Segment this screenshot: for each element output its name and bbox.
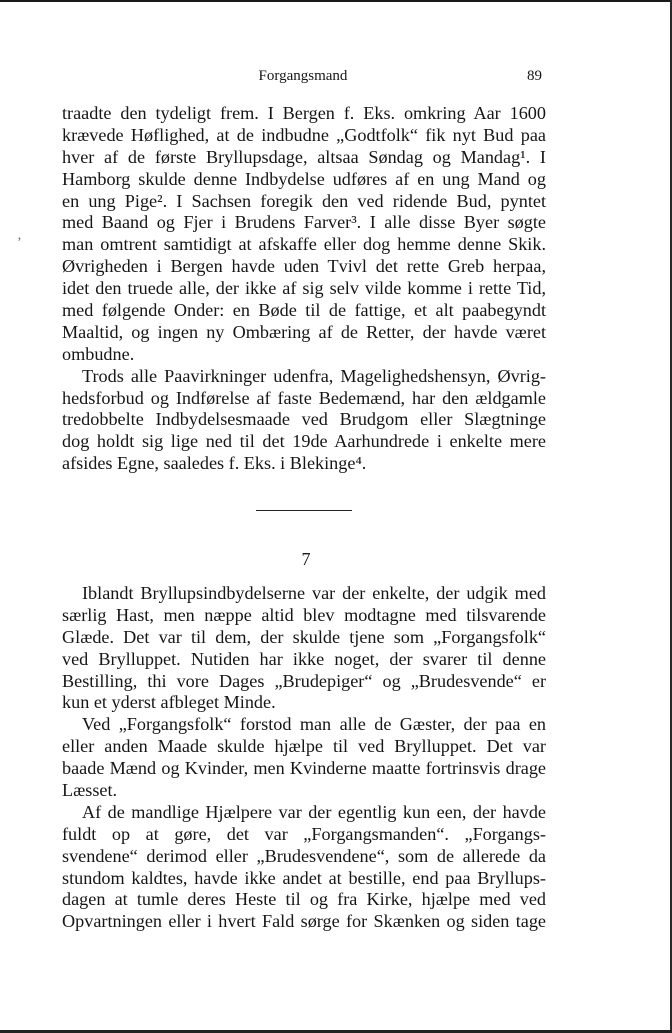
text-line: baade Mænd og Kvinder, men Kvinderne maatte fortrinsvis drage (62, 758, 546, 779)
text-line: idet den truede alle, der ikke af sig selv vilde komme i rette Tid, (62, 278, 546, 299)
text-line: Læsset. (62, 780, 118, 801)
text-line: ved Brylluppet. Nutiden har ikke noget, der svarer til denne (62, 648, 546, 669)
text-line: Opvartningen eller i hvert Fald sørge for Skænken og siden tage (62, 911, 546, 932)
text-line: med Baand og Fjer i Brudens Farver³. I alle disse Byer søgte (62, 212, 546, 233)
text-line: Øvrigheden i Bergen havde uden Tvivl det rette Greb herpaa, (62, 256, 546, 277)
page-edge-top (0, 0, 672, 2)
page-number: 89 (527, 68, 542, 84)
text-line: hver af de første Bryllupsdage, altsaa Søndag og Mandag¹. I (62, 146, 546, 167)
text-line: traadte den tydeligt frem. I Bergen f. Eks. omkring Aar 1600 (62, 103, 546, 123)
text-line: Hamborg skulde denne Indbydelse udføres af en ung Mand og (62, 168, 546, 189)
text-line: hedsforbud og Indførelse af faste Bedemænd, har den ældgamle (62, 387, 546, 408)
text-block-1 (62, 103, 546, 475)
text-line: svendene“ derimod eller „Brudesvendene“, som de allerede da (62, 845, 546, 866)
text-line: Iblandt Bryllupsindbydelserne var der enkelte, der udgik med (82, 583, 546, 603)
text-line: en ung Pige². I Sachsen foregik den ved ridende Bud, pyntet (62, 190, 546, 211)
text-line: ombudne. (62, 343, 135, 364)
text-line: afsides Egne, saaledes f. Eks. i Blekinge⁴. (62, 453, 367, 474)
text-line: Trods alle Paavirkninger udenfra, Magelighedshensyn, Øvrig- (82, 365, 546, 386)
text-line: tredobbelte Indbydelsesmaade ved Brudgom eller Slægtninge (62, 409, 546, 430)
margin-mark: ‚ (17, 228, 22, 243)
text-line: dagen at tumle deres Heste til og fra Kirke, hjælpe med ved (62, 889, 546, 910)
text-line: Bestilling, thi vore Dages „Brudepiger“ og „Brudesvende“ er (62, 670, 546, 691)
text-line: Ved „Forgangsfolk“ forstod man alle de Gæster, der paa en (82, 714, 546, 735)
text-line: man omtrent samtidigt at afskaffe eller dog hemme denne Skik. (62, 234, 546, 255)
text-line: eller anden Maade skulde hjælpe til ved Brylluppet. Det var (62, 736, 546, 757)
text-line: dog holdt sig lige ned til det 19de Aarhundrede i enkelte mere (62, 431, 546, 452)
page-header (62, 68, 544, 88)
text-block-2 (62, 583, 546, 933)
text-line: med følgende Onder: en Bøde til de fattige, et alt paabegyndt (62, 300, 546, 321)
text-line: stundom kaldtes, havde ikke andet at bestille, end paa Bryllups- (62, 867, 546, 888)
text-line: krævede Høflighed, at de indbudne „Godtfolk“ fik nyt Bud paa (62, 124, 546, 145)
text-line: Af de mandlige Hjælpere var der egentlig kun een, der havde (82, 801, 546, 822)
text-line: særlig Hast, men næppe altid blev modtagne med tilsvarende (62, 604, 546, 625)
section-number: 7 (301, 549, 311, 569)
text-line: fuldt op at gøre, det var „Forgangsmanden“. „Forgangs- (62, 823, 546, 844)
section-divider (256, 510, 352, 511)
running-title: Forgangsmand (258, 68, 348, 84)
text-line: kun et yderst afbleget Minde. (62, 692, 276, 713)
text-line: Glæde. Det var til dem, der skulde tjene som „Forgangsfolk“ (62, 626, 546, 647)
text-line: Maaltid, og ingen ny Ombæring af de Retter, der havde været (62, 321, 546, 342)
